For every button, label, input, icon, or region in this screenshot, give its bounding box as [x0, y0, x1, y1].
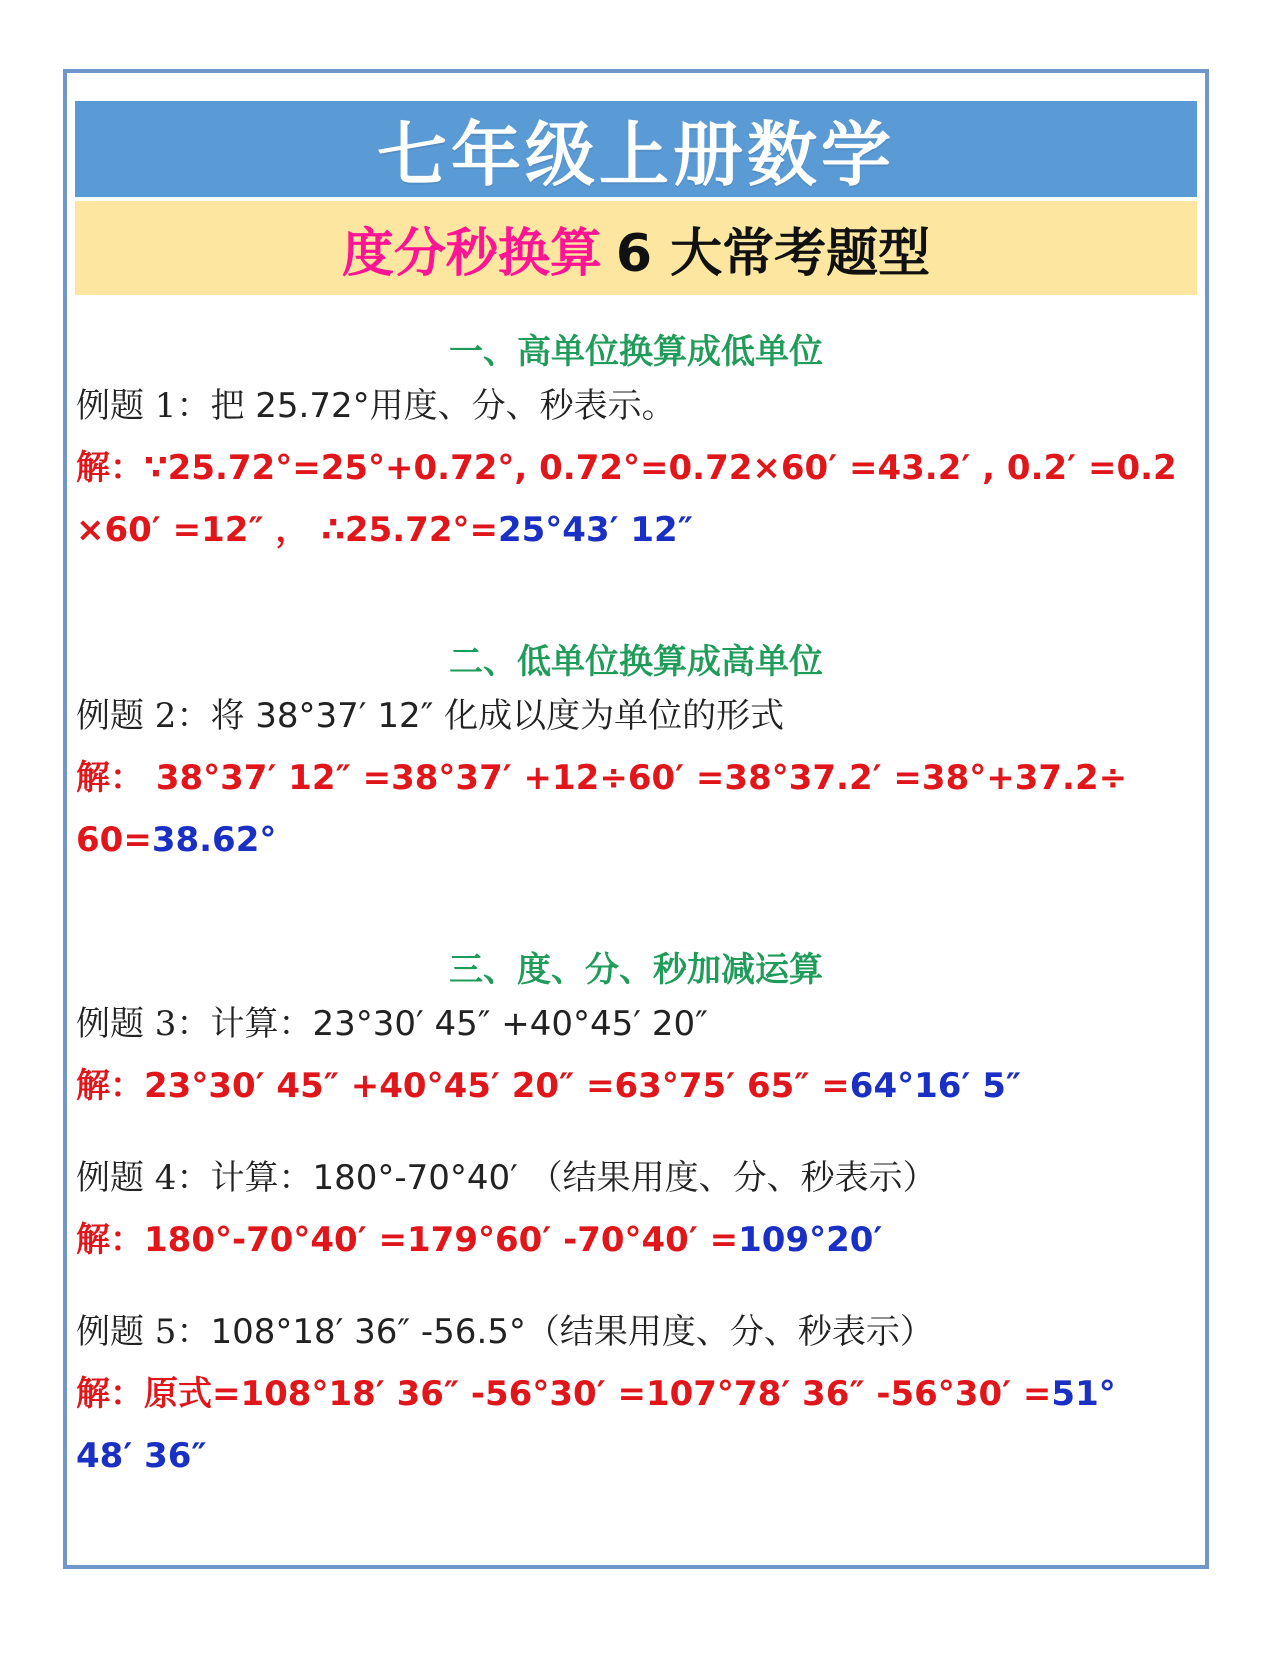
answer-text: 38.62°: [151, 820, 277, 860]
example-label: 例题 5：: [76, 1312, 211, 1352]
question-text: 把 25.72°用度、分、秒表示。: [210, 386, 676, 426]
solution-label: 解：: [76, 1220, 144, 1260]
solution-text: 23°30′ 45″ +40°45′ 20″ =63°75′ 65″ =: [144, 1066, 850, 1106]
example-3-solution: [76, 1064, 1210, 1108]
example-2-solution-line-1: [76, 756, 1210, 800]
example-label: 例题 1：: [76, 386, 211, 426]
question-text: 108°18′ 36″ -56.5°（结果用度、分、秒表示）: [210, 1312, 934, 1352]
solution-text: 180°-70°40′ =179°60′ -70°40′ =: [144, 1220, 739, 1260]
answer-text: 64°16′ 5″: [849, 1066, 1022, 1106]
example-5-solution-line-1: [76, 1372, 1210, 1416]
answer-text: 109°20′: [738, 1220, 883, 1260]
example-4-question: [76, 1156, 1210, 1200]
solution-text: ∵25.72°=25°+0.72°, 0.72°=0.72×60′ =43.2′ , 0.2′ =0.2: [144, 448, 1177, 488]
example-5-solution-line-2: [76, 1434, 1210, 1478]
answer-text-part-1: 51°: [1051, 1374, 1116, 1414]
example-2-solution-line-2: [76, 818, 1210, 862]
answer-text: 25°43′ 12″: [497, 510, 693, 550]
example-1-solution-line-2: [76, 508, 1210, 552]
section-title-1: 一、高单位换算成低单位: [449, 332, 823, 372]
example-label: 例题 4：: [76, 1158, 211, 1198]
example-1-question: [76, 384, 1210, 428]
subtitle-rest: 6 大常考题型: [615, 223, 931, 284]
example-2-question: [76, 694, 1210, 738]
solution-text: 38°37′ 12″ =38°37′ +12÷60′ =38°37.2′ =38°+37.2÷: [144, 758, 1128, 798]
question-text: 将 38°37′ 12″ 化成以度为单位的形式: [210, 696, 785, 736]
solution-label: 解：: [76, 448, 144, 488]
example-4-solution: [76, 1218, 1210, 1262]
example-3-question: [76, 1002, 1210, 1046]
example-5-question: [76, 1310, 1210, 1354]
subtitle-highlight: 度分秒换算: [341, 223, 602, 284]
solution-label: 解：: [76, 758, 144, 798]
subtitle-banner: [75, 201, 1197, 295]
question-text: 计算：180°-70°40′ （结果用度、分、秒表示）: [210, 1158, 937, 1198]
example-label: 例题 2：: [76, 696, 211, 736]
section-title-2: 二、低单位换算成高单位: [449, 642, 823, 682]
example-label: 例题 3：: [76, 1004, 211, 1044]
question-text: 计算：23°30′ 45″ +40°45′ 20″: [210, 1004, 708, 1044]
title-banner: [75, 101, 1197, 197]
page-title: 七年级上册数学: [377, 113, 895, 196]
solution-text: 原式=108°18′ 36″ -56°30′ =107°78′ 36″ -56°30′ =: [144, 1374, 1052, 1414]
solution-text: ×60′ =12″ ， ∴25.72°=: [76, 510, 498, 550]
solution-text: 60=: [76, 820, 152, 860]
solution-label: 解：: [76, 1066, 144, 1106]
answer-text-part-2: 48′ 36″: [76, 1436, 207, 1476]
section-title-3: 三、度、分、秒加减运算: [449, 950, 823, 990]
example-1-solution-line-1: [76, 446, 1210, 490]
solution-label: 解：: [76, 1374, 144, 1414]
